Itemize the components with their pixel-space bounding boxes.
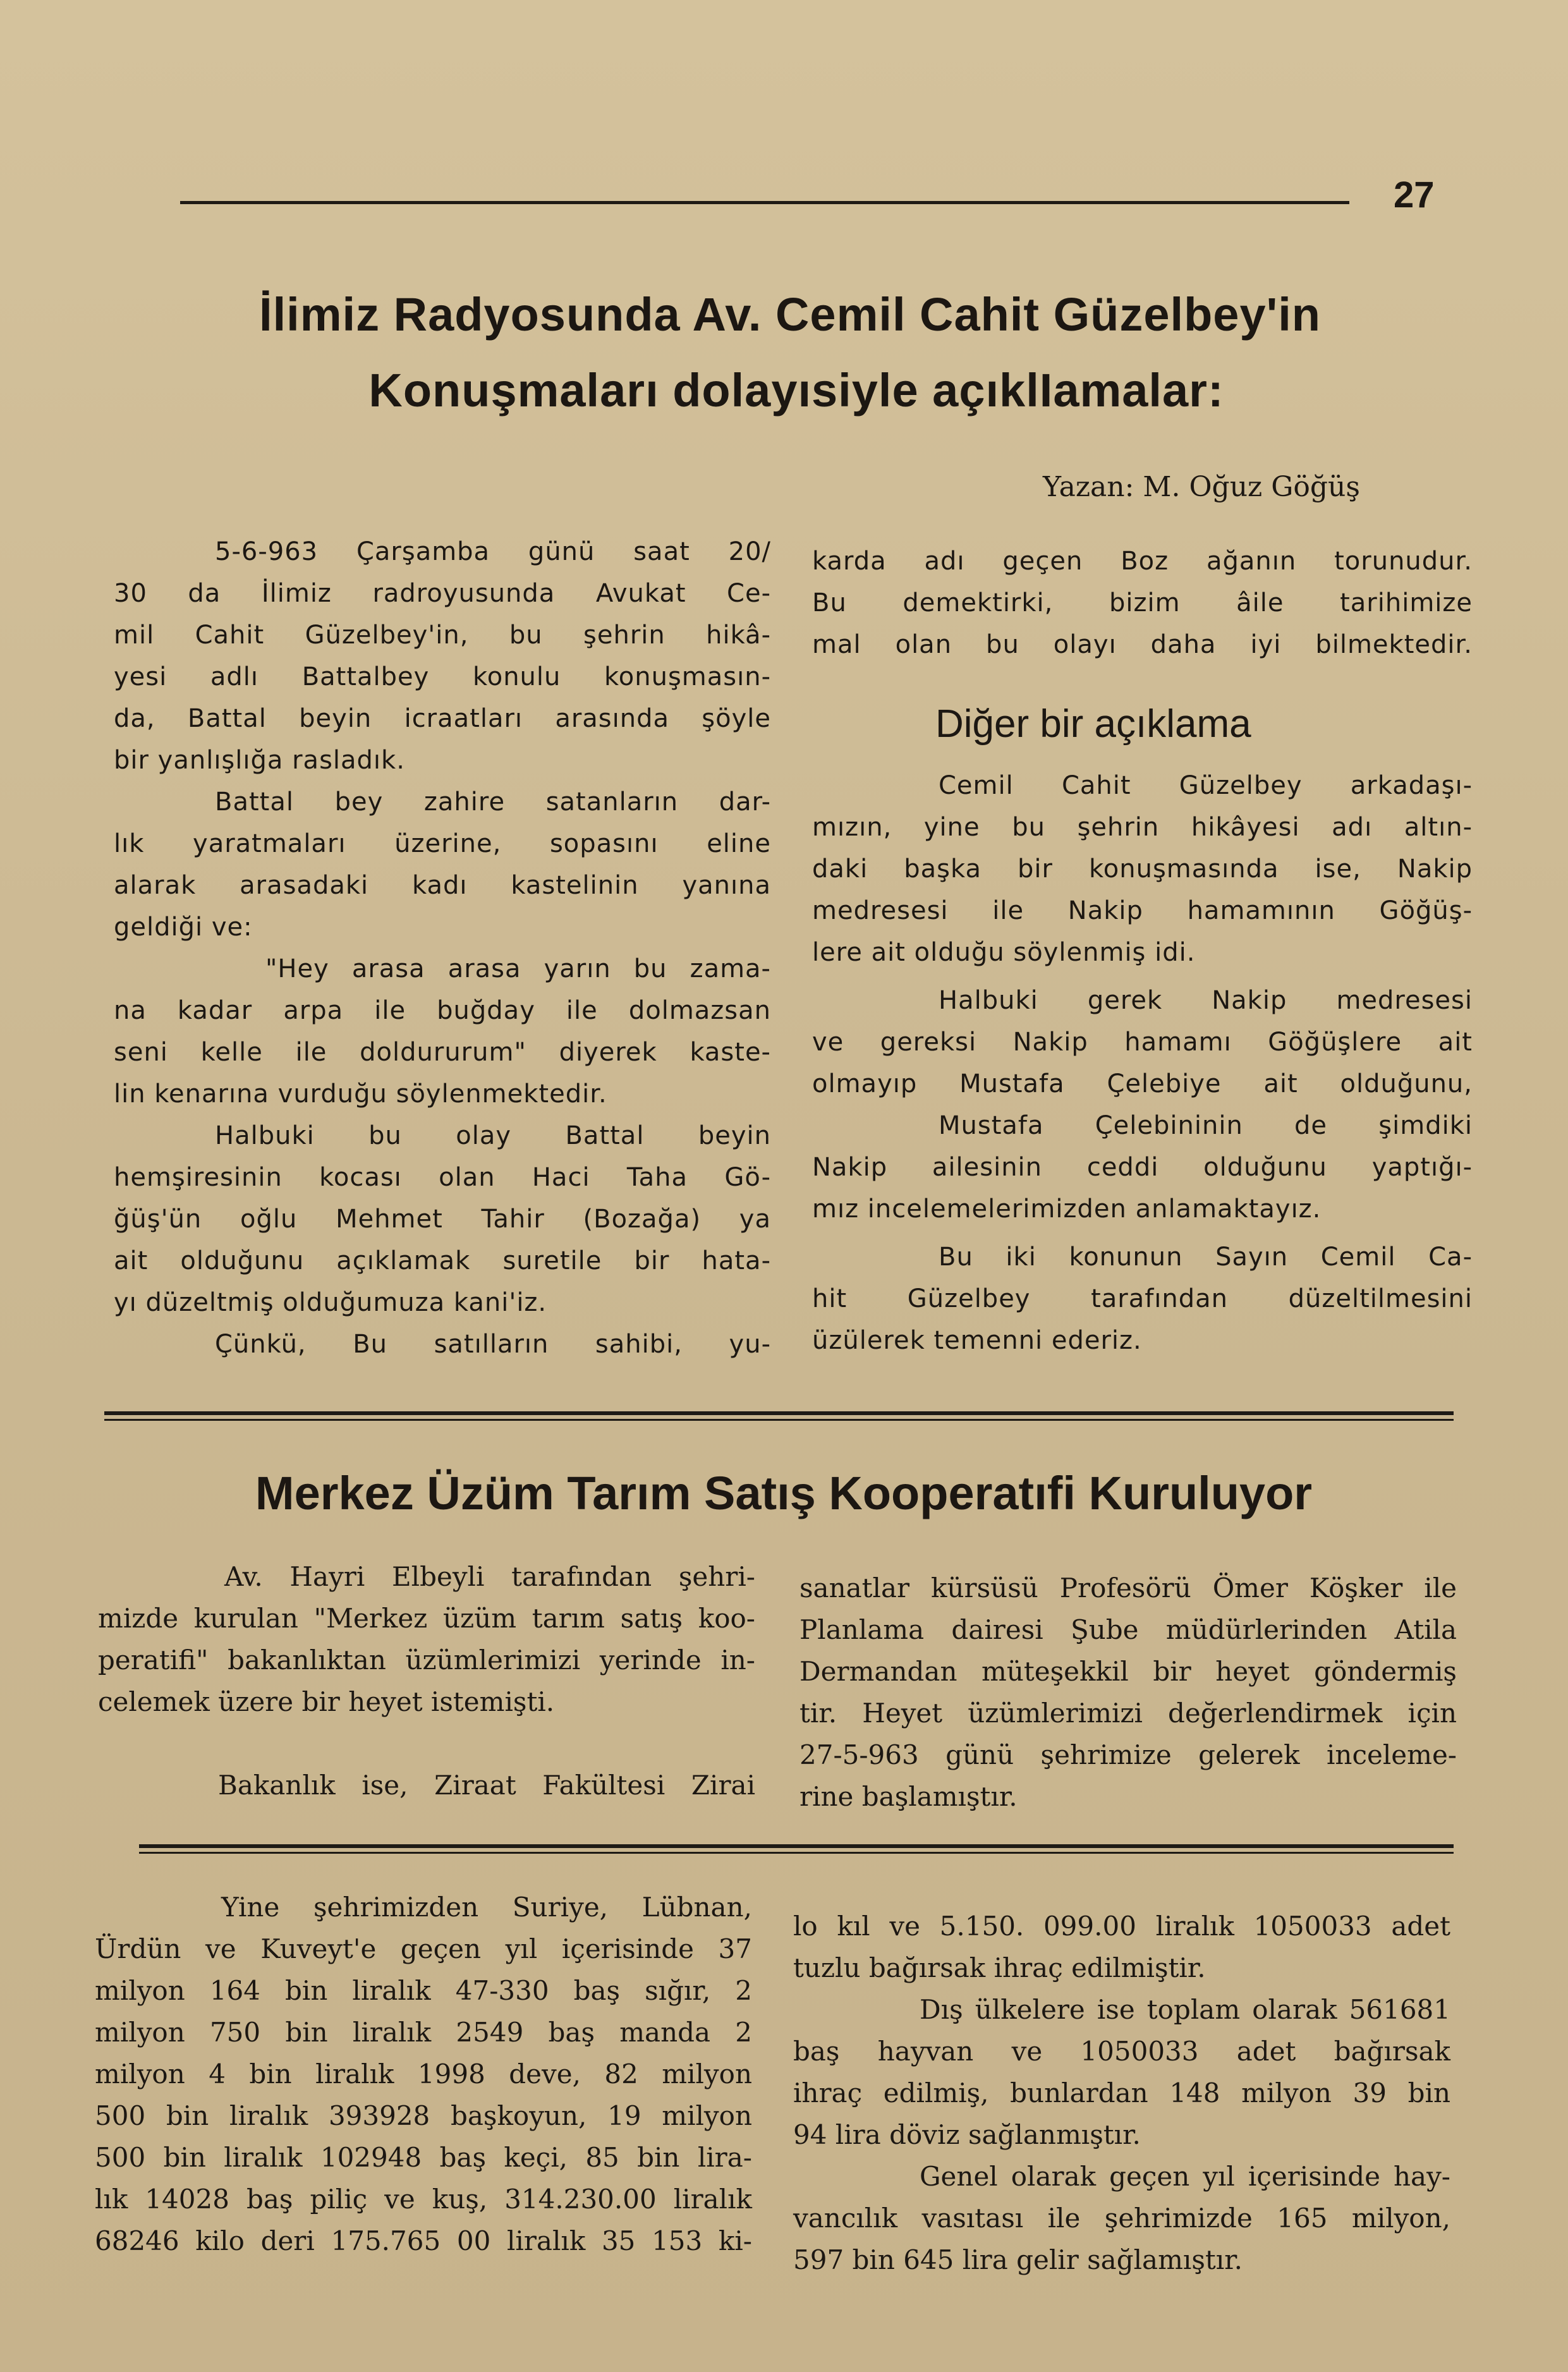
section-divider bbox=[139, 1852, 1454, 1854]
text-line: na kadar arpa ile buğday ile dolmazsan bbox=[114, 996, 771, 1025]
article1-title-line2: Konuşmaları dolayısiyle açıklIamalar: bbox=[368, 364, 1224, 417]
text-line: baş hayvan ve 1050033 adet bağırsak bbox=[793, 2036, 1450, 2067]
text-line: 500 bin liralık 393928 başkoyun, 19 milyon bbox=[95, 2100, 752, 2131]
text-line: yı düzeltmiş olduğumuza kani'iz. bbox=[114, 1288, 547, 1317]
text-line: Ürdün ve Kuveyt'e geçen yıl içerisinde 37 bbox=[95, 1933, 752, 1964]
article2-title: Merkez Üzüm Tarım Satış Kooperatıfi Kuruluyor bbox=[255, 1467, 1313, 1519]
text-line bbox=[98, 1723, 755, 1765]
text-line: Yine şehrimizden Suriye, Lübnan, bbox=[221, 1892, 752, 1923]
text-line: Cemil Cahit Güzelbey arkadaşı- bbox=[939, 771, 1473, 800]
text-line: peratifi" bakanlıktan üzümlerimizi yerinde in- bbox=[98, 1645, 755, 1676]
text-line: mizde kurulan "Merkez üzüm tarım satış koo- bbox=[98, 1603, 755, 1634]
text-line: 500 bin liralık 102948 baş keçi, 85 bin lira- bbox=[95, 2142, 752, 2173]
text-line: da, Battal beyin icraatları arasında şöyle bbox=[114, 704, 771, 733]
text-line: Nakip ailesinin ceddi olduğunu yaptığı- bbox=[812, 1153, 1473, 1182]
text-line: 94 lira döviz sağlanmıştır. bbox=[793, 2119, 1141, 2150]
text-line: Battal bey zahire satanların dar- bbox=[215, 788, 771, 817]
article2-left-column bbox=[98, 1556, 755, 1806]
page-number: 27 bbox=[1394, 174, 1435, 216]
text-line: Çünkü, Bu satılların sahibi, yu- bbox=[215, 1330, 771, 1359]
text-line: bir yanlışlığa rasladık. bbox=[114, 746, 405, 775]
text-line: olmayıp Mustafa Çelebiye ait olduğunu, bbox=[812, 1069, 1473, 1098]
text-line: ait olduğunu açıklamak suretile bir hata- bbox=[114, 1246, 771, 1275]
article3-left-column bbox=[95, 1887, 752, 2262]
text-line: karda adı geçen Boz ağanın torunudur. bbox=[812, 547, 1473, 576]
article1-right-column-top bbox=[812, 540, 1473, 666]
text-line: vancılık vasıtası ile şehrimizde 165 milyon, bbox=[793, 2203, 1450, 2234]
text-line: milyon 164 bin liralık 47-330 baş sığır, 2 bbox=[95, 1975, 752, 2006]
text-line: alarak arasadaki kadı kastelinin yanına bbox=[114, 871, 771, 900]
text-line: Genel olarak geçen yıl içerisinde hay- bbox=[920, 2161, 1450, 2192]
text-line: Bu demektirki, bizim âile tarihimize bbox=[812, 588, 1473, 617]
article1-byline: Yazan: M. Oğuz Göğüş bbox=[1043, 471, 1360, 503]
text-line: Dermandan müteşekkil bir heyet göndermiş bbox=[799, 1656, 1457, 1687]
section-divider bbox=[139, 1844, 1454, 1848]
text-line: mızın, yine bu şehrin hikâyesi adı altın- bbox=[812, 813, 1473, 842]
text-line: ve gereksi Nakip hamamı Göğüşlere ait bbox=[812, 1028, 1473, 1057]
text-line: Halbuki bu olay Battal beyin bbox=[215, 1121, 771, 1150]
text-line: celemek üzere bir heyet istemişti. bbox=[98, 1686, 555, 1717]
text-line: lin kenarına vurduğu söylenmektedir. bbox=[114, 1080, 607, 1109]
text-line: 68246 kilo deri 175.765 00 liralık 35 153 ki- bbox=[95, 2225, 752, 2256]
text-line: Mustafa Çelebininin de şimdiki bbox=[939, 1111, 1473, 1140]
text-line: seni kelle ile doldururum" diyerek kaste- bbox=[114, 1038, 771, 1067]
text-line: mal olan bu olayı daha iyi bilmektedir. bbox=[812, 630, 1473, 659]
text-line: sanatlar kürsüsü Profesörü Ömer Köşker ile bbox=[799, 1572, 1457, 1603]
article1-left-column bbox=[114, 531, 771, 1365]
text-line: hit Güzelbey tarafından düzeltilmesini bbox=[812, 1284, 1473, 1313]
text-line: Bu iki konunun Sayın Cemil Ca- bbox=[939, 1243, 1473, 1272]
text-line: tir. Heyet üzümlerimizi değerlendirmek için bbox=[799, 1698, 1457, 1729]
text-line: lık yaratmaları üzerine, sopasını eline bbox=[114, 829, 771, 858]
text-line: 5-6-963 Çarşamba günü saat 20/ bbox=[215, 537, 771, 566]
text-line: rine başlamıştır. bbox=[799, 1781, 1018, 1812]
text-line: daki başka bir konuşmasında ise, Nakip bbox=[812, 855, 1473, 884]
section-divider bbox=[104, 1411, 1454, 1415]
article1-title-line1: İlimiz Radyosunda Av. Cemil Cahit Güzelbey'in bbox=[259, 288, 1321, 341]
text-line: hemşiresinin kocası olan Haci Taha Gö- bbox=[114, 1163, 771, 1192]
article1-right-column-bottom bbox=[812, 765, 1473, 1361]
text-line: ihraç edilmiş, bunlardan 148 milyon 39 bin bbox=[793, 2077, 1450, 2108]
text-line: ğüş'ün oğlu Mehmet Tahir (Bozağa) ya bbox=[114, 1205, 771, 1234]
section-divider bbox=[104, 1419, 1454, 1421]
article3-right-column bbox=[793, 1906, 1450, 2281]
text-line: 27-5-963 günü şehrimize gelerek inceleme- bbox=[799, 1739, 1457, 1770]
text-line: tuzlu bağırsak ihraç edilmiştir. bbox=[793, 1952, 1206, 1983]
text-line: Bakanlık ise, Ziraat Fakültesi Zirai bbox=[218, 1770, 755, 1801]
text-line: medresesi ile Nakip hamamının Göğüş- bbox=[812, 896, 1473, 925]
header-rule bbox=[180, 201, 1349, 204]
text-line: "Hey arasa arasa yarın bu zama- bbox=[265, 954, 771, 983]
text-line: mil Cahit Güzelbey'in, bu şehrin hikâ- bbox=[114, 621, 771, 650]
text-line: Planlama dairesi Şube müdürlerinden Atila bbox=[799, 1614, 1457, 1645]
text-line: lere ait olduğu söylenmiş idi. bbox=[812, 938, 1196, 967]
text-line: 597 bin 645 lira gelir sağlamıştır. bbox=[793, 2244, 1243, 2275]
text-line: üzülerek temenni ederiz. bbox=[812, 1326, 1142, 1355]
article1-subheading: Diğer bir açıklama bbox=[935, 702, 1251, 746]
text-line: milyon 4 bin liralık 1998 deve, 82 milyon bbox=[95, 2059, 752, 2089]
text-line: Av. Hayri Elbeyli tarafından şehri- bbox=[224, 1561, 755, 1592]
text-line: Dış ülkelere ise toplam olarak 561681 bbox=[920, 1994, 1450, 2025]
text-line: geldiği ve: bbox=[114, 913, 253, 942]
text-line: lo kıl ve 5.150. 099.00 liralık 1050033 adet bbox=[793, 1911, 1450, 1942]
text-line: 30 da İlimiz radroyusunda Avukat Ce- bbox=[114, 579, 771, 608]
text-line: milyon 750 bin liralık 2549 baş manda 2 bbox=[95, 2017, 752, 2048]
text-line: mız incelemelerimizden anlamaktayız. bbox=[812, 1195, 1322, 1224]
text-line: lık 14028 baş piliç ve kuş, 314.230.00 liralık bbox=[95, 2184, 752, 2215]
text-line: Halbuki gerek Nakip medresesi bbox=[939, 986, 1473, 1015]
text-line: yesi adlı Battalbey konulu konuşmasın- bbox=[114, 662, 771, 691]
article2-right-column bbox=[799, 1567, 1457, 1818]
